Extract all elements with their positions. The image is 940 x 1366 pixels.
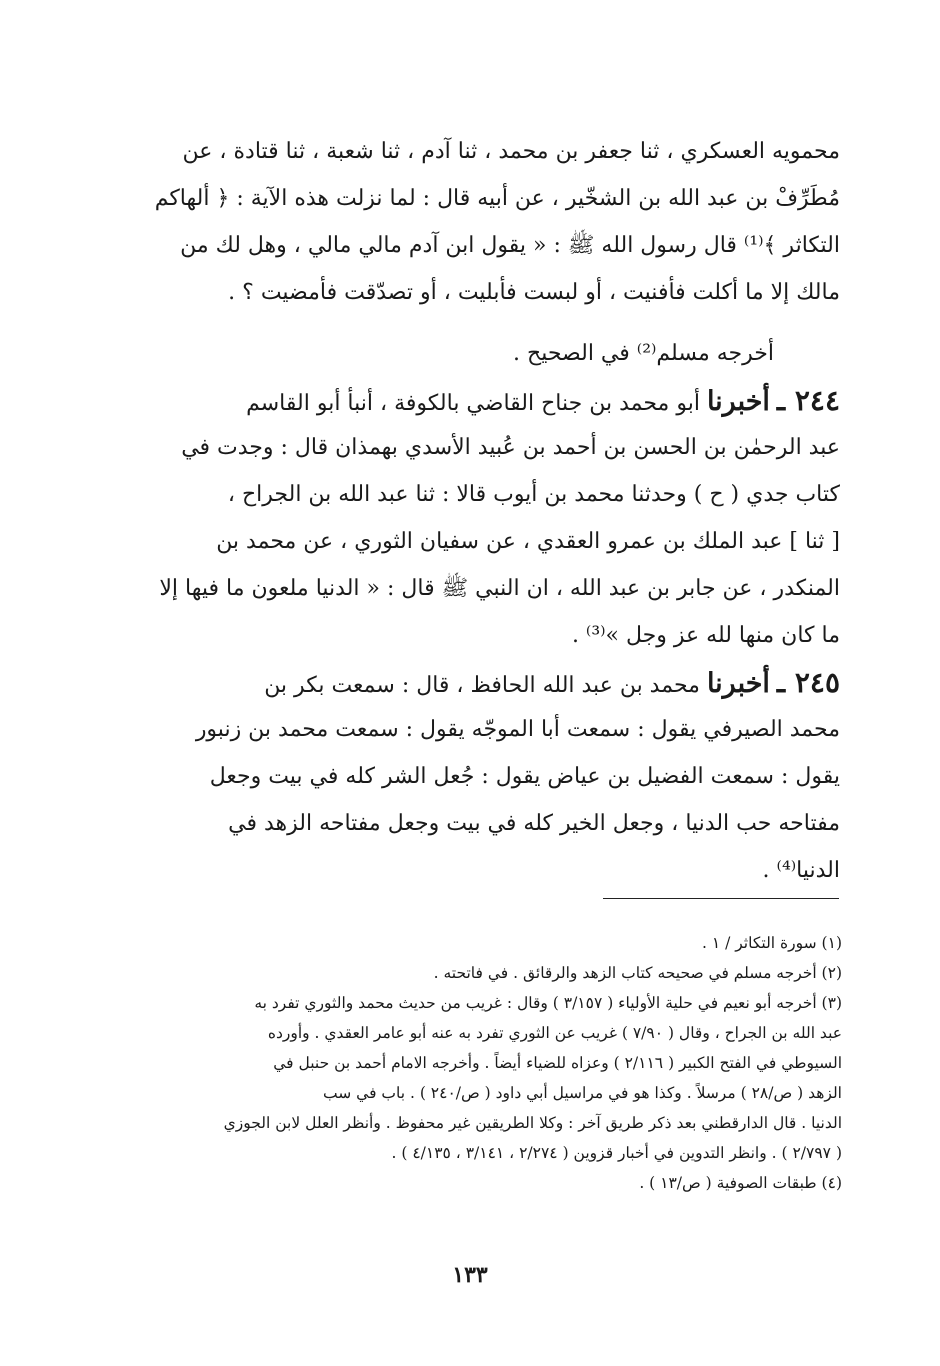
main-text (132, 128, 840, 894)
hadith-244-first-text: أبو محمد بن جناح القاضي بالكوفة ، أنبأ أبو القاسم (246, 391, 700, 416)
footnotes (132, 928, 842, 1198)
hadith-245-line: الدنيا⁽⁴⁾ . (762, 858, 840, 883)
hadith-244-line: المنكدر ، عن جابر بن عبد الله ، ان النبي ﷺ قال : « الدنيا ملعون ما فيها إلا (159, 576, 840, 601)
footnote-3-cont: ( ٢/٧٩٧ ) . وانظر التدوين في أخبار قزوين ( ٢/٢٧٤ ، ٣/١٤١ ، ٤/١٣٥ ) . (391, 1144, 842, 1162)
footnote-4: (٤) طبقات الصوفية ( ص/١٣ ) . (639, 1174, 842, 1192)
hadith-245-line: يقول : سمعت الفضيل بن عياض يقول : جُعل الشر كله في بيت وجعل (209, 764, 840, 789)
hadith-245-first-text: محمد بن عبد الله الحافظ ، قال : سمعت بكر بن (264, 673, 700, 698)
text-line-1: محمويه العسكري ، ثنا جعفر بن محمد ، ثنا آدم ، ثنا شعبة ، ثنا قتادة ، عن (182, 139, 840, 164)
hadith-245-number: ٢٤٥ ـ (776, 666, 840, 699)
takhrij-line: أخرجه مسلم⁽²⁾ في الصحيح . (513, 341, 774, 366)
footnote-3-cont: الزهد ( ص/٢٨ ) مرسلاً . وكذا هو في مراسيل أبي داود ( ص/٢٤٠ ) . باب في سب (323, 1084, 842, 1102)
hadith-245-line: مفتاحه حب الدنيا ، وجعل الخير كله في بيت وجعل مفتاحه الزهد في (228, 811, 840, 836)
footnote-2: (٢) أخرجه مسلم في صحيحه كتاب الزهد والرقائق . في فاتحته . (433, 964, 842, 982)
text-line-4: مالك إلا ما أكلت فأفنيت ، أو لبست فأبليت ، أو تصدّقت فأمضيت ؟ . (228, 280, 840, 305)
hadith-244-number: ٢٤٤ ـ (776, 384, 840, 417)
hadith-245-lead: أخبرنا (706, 668, 770, 699)
hadith-245-line: محمد الصيرفي يقول : سمعت أبا الموجّه يقول : سمعت محمد بن زنبور (195, 717, 840, 742)
hadith-244-line: كتاب جدي ( ح ) وحدثنا محمد بن أيوب قالا : ثنا عبد الله بن الجراح ، (227, 482, 840, 507)
footnote-3-cont: الدنيا . قال الدارقطني بعد ذكر طريق آخر : وكلا الطريقين غير محفوظ . وأنظر العلل لابن الجوزي (223, 1114, 842, 1132)
page-number: ١٣٣ (452, 1262, 488, 1288)
footnote-1: (١) سورة التكاثر / ١ . (701, 934, 842, 952)
footnote-divider (603, 898, 839, 899)
text-line-2: مُطَرِّفْ بن عبد الله بن الشخّير ، عن أبيه قال : لما نزلت هذه الآية : ﴿ ألهاكم (154, 186, 840, 211)
hadith-244-line: ما كان منها لله عز وجل »⁽³⁾ . (571, 623, 840, 648)
footnote-3: (٣) أخرجه أبو نعيم في حلية الأولياء ( ٣/١٥٧ ) وقال : غريب من حديث محمد والثوري تفرد به (254, 994, 842, 1012)
hadith-244-line: عبد الرحمٰن بن الحسن بن أحمد بن عُبيد الأسدي بهمذان قال : وجدت في (181, 435, 840, 460)
hadith-245-first-line (132, 659, 840, 706)
text-line-3: التكاثر ﴾⁽¹⁾ قال رسول الله ﷺ : « يقول ابن آدم مالي مالي ، وهل لك من (180, 233, 840, 258)
hadith-244-lead: أخبرنا (706, 386, 770, 417)
hadith-244-first-line (132, 377, 840, 424)
footnote-3-cont: عبد الله بن الجراح ، وقال ( ٧/٩٠ ) غريب عن الثوري تفرد به عنه أبو عامر العقدي . وأورده (267, 1024, 842, 1042)
footnote-3-cont: السيوطي في الفتح الكبير ( ٢/١١٦ ) وعزاه للضياء أيضاً . وأخرجه الامام أحمد بن حنبل في (273, 1054, 842, 1072)
hadith-244-line: [ ثنا ] عبد الملك بن عمرو العقدي ، عن سفيان الثوري ، عن محمد بن (216, 529, 840, 554)
